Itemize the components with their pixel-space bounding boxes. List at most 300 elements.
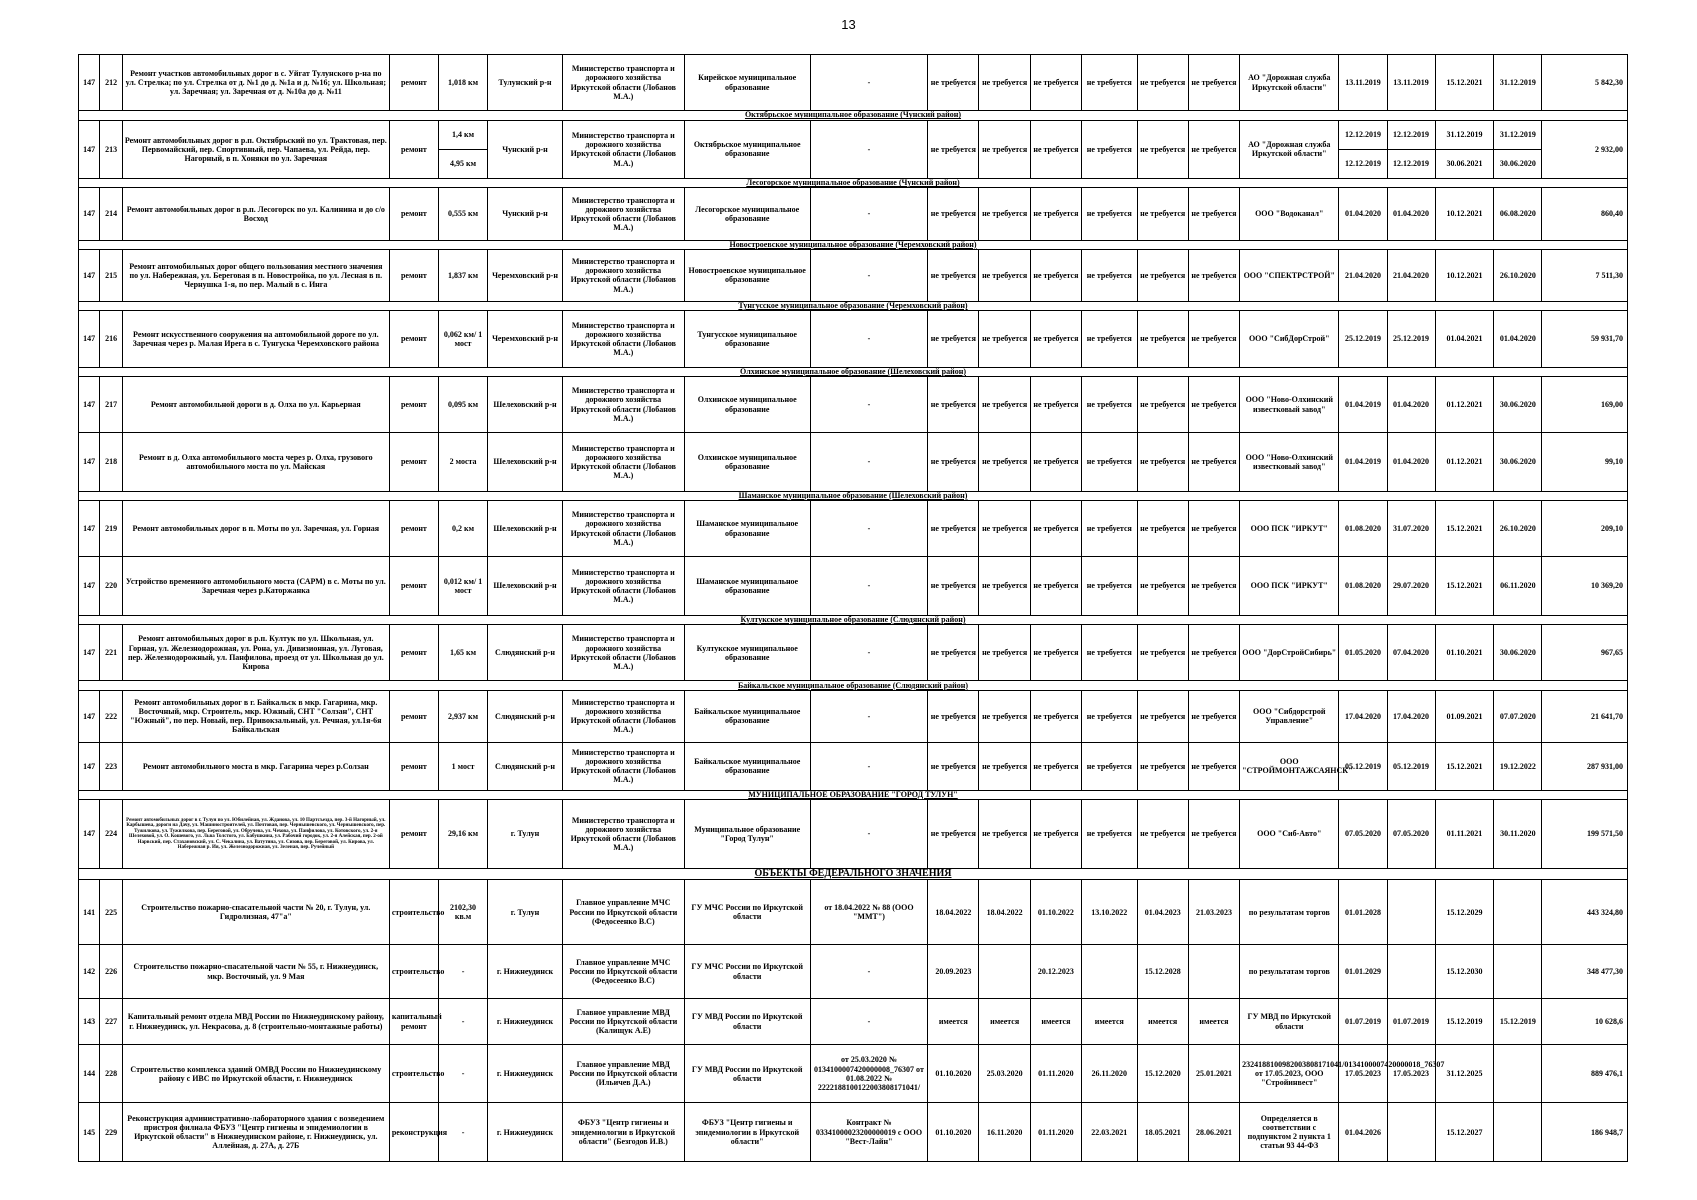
cell: ремонт	[389, 377, 438, 433]
cell: 219	[100, 501, 122, 557]
object-name: Реконструкция административно-лабораторного здания с возведением пристроя филиала ФБУЗ "Центр гигиены и эпидемиологии в Иркутской области" в Нижнеудинском районе, г. Нижнеудинск, ул. Аллейная, д. 27А, д. 27Б	[122, 1103, 389, 1162]
cell: Главное управление МВД России по Иркутской области (Калищук А.Е)	[562, 999, 684, 1045]
cell: Министерство транспорта и дорожного хозяйства Иркутской области (Лобанов М.А.)	[562, 433, 684, 491]
cell: 26.11.2020	[1082, 1045, 1138, 1103]
cell: Министерство транспорта и дорожного хозяйства Иркутской области (Лобанов М.А.)	[562, 120, 684, 178]
cell: г. Нижнеудинск	[488, 999, 563, 1045]
cell: 01.11.2021	[1435, 800, 1494, 869]
cell: 26.10.2020	[1494, 249, 1542, 301]
object-name: Ремонт автомобильной дороги в д. Олха по ул. Карьерная	[122, 377, 389, 433]
cell: 01.10.2020	[928, 1045, 979, 1103]
section-title: Октябрьское муниципальное образование (Чунский район)	[79, 111, 1628, 120]
cell: не требуется	[1188, 800, 1239, 869]
cell: не требуется	[1188, 625, 1239, 681]
cell: 1,837 км	[438, 249, 487, 301]
cell: строительство	[389, 944, 438, 998]
cell: не требуется	[979, 433, 1030, 491]
cell: -	[810, 800, 928, 869]
section-title: Новостроевское муниципальное образование (Черемховский район)	[79, 240, 1628, 249]
table-row	[79, 625, 1628, 681]
cell: 147	[79, 249, 100, 301]
amount: 7 511,30	[1542, 249, 1628, 301]
cell: 13.11.2019	[1339, 55, 1387, 111]
cell: не требуется	[1188, 433, 1239, 491]
cell: 147	[79, 55, 100, 111]
cell: 10.12.2021	[1435, 188, 1494, 240]
object-name: Ремонт автомобильных дорог в г. Байкальск в мкр. Гагарина, мкр. Восточный, мкр. Строитель, мкр. Южный, СНТ "Солзан", СНТ "Южный", по пер. Новый, пер. Привокзальный, ул. Речная, ул.1я-6я Байкальская	[122, 690, 389, 742]
cell: не требуется	[928, 120, 979, 178]
cell: не требуется	[1082, 120, 1138, 178]
cell: 2102,30 кв.м	[438, 880, 487, 945]
cell: 141	[79, 880, 100, 945]
contractor: АО "Дорожная служба Иркутской области"	[1240, 55, 1339, 111]
section-title: Байкальское муниципальное образование (Слюдянский район)	[79, 681, 1628, 690]
table-row	[79, 501, 1628, 557]
cell: 01.10.2022	[1030, 880, 1081, 945]
cell: ФБУЗ "Центр гигиены и эпидемиологии в Иркутской области"	[684, 1103, 810, 1162]
cell: 01.05.2020	[1339, 625, 1387, 681]
object-name: Ремонт в д. Олха автомобильного моста через р. Олха, грузового автомобильного моста по ул. Майская	[122, 433, 389, 491]
table-row	[79, 433, 1628, 491]
object-name: Строительство пожарно-спасательной части № 55, г. Нижнеудинск, мкр. Восточный, ул. 9 Мая	[122, 944, 389, 998]
cell: 31.12.2025	[1435, 1045, 1494, 1103]
cell: 30.06.2020	[1494, 149, 1541, 178]
section-row	[79, 790, 1628, 799]
cell: не требуется	[1030, 501, 1081, 557]
cell: не требуется	[1137, 625, 1188, 681]
cell: не требуется	[1082, 501, 1138, 557]
table-row	[79, 557, 1628, 615]
section-row	[79, 111, 1628, 120]
object-name: Ремонт автомобильных дорог в г. Тулун по ул. Юбилейная, ул. Жданова, ул. 10 Партсъезда, пер. 3-й Нагорный, ул. Карбышева, дороги на Дачу, ул. Машиностроителей, ул. Почтовая, пер. Чернышевского, ул. Чернышевского, пер. Тужилкова, ул. Тужилкова, пер. Береговой, ул. Обручева, ул. Чехова, ул. Панфилова, ул. Котовского, ул. 2-я Шелеховой, ул. О. Кошевого, ул. Льва Толстого, ул. Бабушкина, ул. Рабочий городок, ул. 2-я Алейская, пер. 2-ой Нарвский, пер. Стахановский, ул. С. Чекалина, ул. Ватутина, ул. Сизова, пер. Береговой, ул. Кирова, ул. Набережная р. Ия, ул. Железнодорожная, ул. Зеленая, пер. Ручейный	[122, 800, 389, 869]
cell: 225	[100, 880, 122, 945]
cell: 17.04.2020	[1339, 690, 1387, 742]
cell: 228	[100, 1045, 122, 1103]
cell: 07.07.2020	[1494, 690, 1542, 742]
cell: имеется	[1137, 999, 1188, 1045]
cell: строительство	[389, 1045, 438, 1103]
cell: не требуется	[1030, 55, 1081, 111]
cell: 26.10.2020	[1494, 501, 1542, 557]
cell: ФБУЗ "Центр гигиены и эпидемиологии в Иркутской области" (Безгодов И.В.)	[562, 1103, 684, 1162]
cell: не требуется	[1030, 625, 1081, 681]
amount: 10 628,6	[1542, 999, 1628, 1045]
cell: 17.05.2023	[1387, 1045, 1435, 1103]
cell: Главное управление МЧС России по Иркутской области (Федосеенко В.С)	[562, 944, 684, 998]
cell: Слюдянский р-н	[488, 690, 563, 742]
table-row	[79, 742, 1628, 790]
cell: не требуется	[1188, 557, 1239, 615]
section-row	[79, 367, 1628, 376]
cell: не требуется	[928, 377, 979, 433]
cell: 0,062 км/ 1 мост	[438, 311, 487, 367]
contractor: ООО "Водоканал"	[1240, 188, 1339, 240]
cell: 30.06.2020	[1494, 377, 1542, 433]
table-row	[79, 311, 1628, 367]
table-row	[79, 690, 1628, 742]
cell: Министерство транспорта и дорожного хозяйства Иркутской области (Лобанов М.А.)	[562, 188, 684, 240]
section-title: Олхинское муниципальное образование (Шелеховский район)	[79, 367, 1628, 376]
contractor: ООО "СПЕКТРСТРОЙ"	[1240, 249, 1339, 301]
page-number: 13	[841, 17, 856, 32]
cell: 2,937 км	[438, 690, 487, 742]
cell: -	[438, 944, 487, 998]
cell: имеется	[1082, 999, 1138, 1045]
cell: 01.10.2020	[928, 1103, 979, 1162]
contractor: по результатам торгов	[1240, 880, 1339, 945]
cell: г. Нижнеудинск	[488, 1103, 563, 1162]
cell: 145	[79, 1103, 100, 1162]
cell: 01.04.2023	[1137, 880, 1188, 945]
cell: 12.12.2019	[1339, 149, 1386, 178]
section-row	[79, 615, 1628, 624]
cell: не требуется	[1137, 55, 1188, 111]
cell: Лесогорское муниципальное образование	[684, 188, 810, 240]
contractor: ГУ МВД по Иркутской области	[1240, 999, 1339, 1045]
cell: 01.11.2020	[1030, 1045, 1081, 1103]
contractor: ООО ПСК "ИРКУТ"	[1240, 501, 1339, 557]
cell: Шелеховский р-н	[488, 557, 563, 615]
cell: 226	[100, 944, 122, 998]
cell: не требуется	[928, 55, 979, 111]
cell: строительство	[389, 880, 438, 945]
amount: 209,10	[1542, 501, 1628, 557]
cell: 147	[79, 188, 100, 240]
cell: ГУ МЧС России по Иркутской области	[684, 944, 810, 998]
cell: капитальный ремонт	[389, 999, 438, 1045]
cell: Тунгусское муниципальное образование	[684, 311, 810, 367]
cell: не требуется	[928, 249, 979, 301]
cell: 12.12.2019	[1393, 130, 1430, 140]
section-title: Лесогорское муниципальное образование (Чунский район)	[79, 179, 1628, 188]
cell: 222	[100, 690, 122, 742]
cell: 16.11.2020	[979, 1103, 1030, 1162]
cell: ремонт	[389, 690, 438, 742]
cell: 31.12.2019	[1446, 130, 1483, 140]
cell: -	[810, 999, 928, 1045]
table-row	[79, 188, 1628, 240]
cell: 147	[79, 120, 100, 178]
cell: 227	[100, 999, 122, 1045]
cell: не требуется	[1188, 690, 1239, 742]
cell: -	[810, 249, 928, 301]
cell: -	[810, 377, 928, 433]
table-row	[79, 249, 1628, 301]
cell: 15.12.2021	[1435, 501, 1494, 557]
cell: Чунский р-н	[488, 188, 563, 240]
cell: ремонт	[389, 311, 438, 367]
cell: 05.12.2019	[1387, 742, 1435, 790]
cell: ремонт	[389, 625, 438, 681]
cell: 17.04.2020	[1387, 690, 1435, 742]
contractor: ООО "Ново-Олхинский известковый завод"	[1240, 377, 1339, 433]
table-row	[79, 944, 1628, 998]
section-row	[79, 681, 1628, 690]
cell: 17.05.2023	[1339, 1045, 1387, 1103]
cell: 147	[79, 690, 100, 742]
cell: 07.05.2020	[1387, 800, 1435, 869]
cell: не требуется	[1137, 557, 1188, 615]
cell: -	[810, 944, 928, 998]
cell: не требуется	[979, 377, 1030, 433]
object-name: Ремонт автомобильных дорог в р.п. Култук по ул. Школьная, ул. Горная, ул. Железнодорожная, ул. Рона, ул. Дивизионная, ул. Луговая, пер. Железнодорожный, ул. Панфилова, проезд от ул. Школьная до ул. Кирова	[122, 625, 389, 681]
amount: 287 931,00	[1542, 742, 1628, 790]
register-table	[78, 54, 1628, 1162]
cell: ремонт	[389, 188, 438, 240]
cell: не требуется	[1030, 557, 1081, 615]
cell: не требуется	[1137, 800, 1188, 869]
cell: не требуется	[979, 800, 1030, 869]
cell: 31.07.2020	[1387, 501, 1435, 557]
cell: реконструкция	[389, 1103, 438, 1162]
cell: имеется	[979, 999, 1030, 1045]
cell: -	[810, 433, 928, 491]
cell: 01.07.2019	[1339, 999, 1387, 1045]
cell: 1,018 км	[438, 55, 487, 111]
cell: 31.12.2019	[1499, 130, 1536, 140]
cell	[979, 944, 1030, 998]
cell: 01.10.2021	[1435, 625, 1494, 681]
cell: 30.06.2020	[1494, 433, 1542, 491]
cell: 4,95 км	[439, 149, 487, 178]
cell: Шелеховский р-н	[488, 433, 563, 491]
cell: 215	[100, 249, 122, 301]
cell: 1 мост	[438, 742, 487, 790]
cell: 30.06.2021	[1436, 149, 1494, 178]
cell: Муниципальное образование "Город Тулун"	[684, 800, 810, 869]
object-name: Ремонт автомобильных дорог в п. Моты по ул. Заречная, ул. Горная	[122, 501, 389, 557]
cell: 147	[79, 501, 100, 557]
cell	[1494, 120, 1542, 178]
section-title: ОБЪЕКТЫ ФЕДЕРАЛЬНОГО ЗНАЧЕНИЯ	[79, 868, 1628, 879]
cell: 15.12.2021	[1435, 557, 1494, 615]
cell: 18.05.2021	[1137, 1103, 1188, 1162]
cell: ремонт	[389, 501, 438, 557]
cell: 15.12.2027	[1435, 1103, 1494, 1162]
cell: Байкальское муниципальное образование	[684, 742, 810, 790]
cell: не требуется	[1188, 501, 1239, 557]
cell: не требуется	[1082, 433, 1138, 491]
cell: не требуется	[1137, 249, 1188, 301]
section-title: Култукское муниципальное образование (Слюдянский район)	[79, 615, 1628, 624]
cell: не требуется	[1137, 188, 1188, 240]
cell: 01.04.2026	[1339, 1103, 1387, 1162]
cell: не требуется	[928, 501, 979, 557]
cell: не требуется	[979, 625, 1030, 681]
cell: 144	[79, 1045, 100, 1103]
section-title: МУНИЦИПАЛЬНОЕ ОБРАЗОВАНИЕ "ГОРОД ТУЛУН"	[79, 790, 1628, 799]
object-name: Строительство пожарно-спасательной части № 20, г. Тулун, ул. Гидролизная, 47"а"	[122, 880, 389, 945]
cell: Министерство транспорта и дорожного хозяйства Иркутской области (Лобанов М.А.)	[562, 55, 684, 111]
cell: 15.12.2021	[1435, 55, 1494, 111]
cell: Култукское муниципальное образование	[684, 625, 810, 681]
cell: 21.04.2020	[1339, 249, 1387, 301]
table-row	[79, 880, 1628, 945]
cell: 01.09.2021	[1435, 690, 1494, 742]
table-row	[79, 120, 1628, 178]
object-name: Ремонт участков автомобильных дорог в с. Уйгат Тулунского р-на по ул. Стрелка; по ул. Стрелка от д. №1 до д. №1а и д. №16; ул. Школьная; ул. Заречная; ул. Заречная от д. №10а до д. №11	[122, 55, 389, 111]
amount: 59 931,70	[1542, 311, 1628, 367]
cell: 01.04.2020	[1339, 188, 1387, 240]
cell: 13.11.2019	[1387, 55, 1435, 111]
amount: 199 571,50	[1542, 800, 1628, 869]
cell: 142	[79, 944, 100, 998]
amount: 967,65	[1542, 625, 1628, 681]
cell: не требуется	[979, 120, 1030, 178]
cell: 213	[100, 120, 122, 178]
contractor: ООО ПСК "ИРКУТ"	[1240, 557, 1339, 615]
cell: -	[810, 188, 928, 240]
cell: Министерство транспорта и дорожного хозяйства Иркутской области (Лобанов М.А.)	[562, 501, 684, 557]
contractor: ООО "Сибдорстрой Управление"	[1240, 690, 1339, 742]
cell: -	[810, 625, 928, 681]
cell: не требуется	[1082, 55, 1138, 111]
cell: ГУ МВД России по Иркутской области	[684, 1045, 810, 1103]
section-title: Тунгусское муниципальное образование (Черемховский район)	[79, 301, 1628, 310]
cell: 218	[100, 433, 122, 491]
amount: 5 842,30	[1542, 55, 1628, 111]
cell: 15.12.2021	[1435, 742, 1494, 790]
cell: 01.04.2021	[1435, 311, 1494, 367]
cell: ремонт	[389, 433, 438, 491]
cell: 15.12.2028	[1137, 944, 1188, 998]
cell: 0,012 км/ 1 мост	[438, 557, 487, 615]
cell: от 25.03.2020 № 0134100007420000008_76307 от 01.08.2022 № 2222188100122003808171041/	[810, 1045, 928, 1103]
cell: -	[810, 557, 928, 615]
cell: 01.04.2020	[1387, 377, 1435, 433]
section-row	[79, 301, 1628, 310]
cell: ремонт	[389, 249, 438, 301]
cell: не требуется	[1137, 742, 1188, 790]
cell: 147	[79, 311, 100, 367]
object-name: Ремонт автомобильного моста в мкр. Гагарина через р.Солзан	[122, 742, 389, 790]
cell	[1494, 1045, 1542, 1103]
amount: 169,00	[1542, 377, 1628, 433]
cell: не требуется	[928, 625, 979, 681]
cell: Шаманское муниципальное образование	[684, 557, 810, 615]
cell: не требуется	[979, 557, 1030, 615]
cell: Министерство транспорта и дорожного хозяйства Иркутской области (Лобанов М.А.)	[562, 800, 684, 869]
cell: не требуется	[1030, 433, 1081, 491]
cell: 18.04.2022	[979, 880, 1030, 945]
cell: Черемховский р-н	[488, 249, 563, 301]
cell: 01.01.2029	[1339, 944, 1387, 998]
cell: 06.08.2020	[1494, 188, 1542, 240]
cell: не требуется	[1137, 377, 1188, 433]
cell: не требуется	[1030, 742, 1081, 790]
cell: имеется	[1188, 999, 1239, 1045]
amount: 99,10	[1542, 433, 1628, 491]
cell: не требуется	[979, 690, 1030, 742]
cell: не требуется	[979, 249, 1030, 301]
cell: 18.04.2022	[928, 880, 979, 945]
cell: -	[810, 501, 928, 557]
cell: не требуется	[1188, 311, 1239, 367]
amount: 10 369,20	[1542, 557, 1628, 615]
cell: не требуется	[1188, 742, 1239, 790]
cell: 29,16 км	[438, 800, 487, 869]
cell: 29.07.2020	[1387, 557, 1435, 615]
cell: не требуется	[1082, 800, 1138, 869]
cell: 15.12.2029	[1435, 880, 1494, 945]
cell: не требуется	[1082, 188, 1138, 240]
amount: 889 476,1	[1542, 1045, 1628, 1103]
cell: имеется	[1030, 999, 1081, 1045]
cell: Олхинское муниципальное образование	[684, 433, 810, 491]
cell: 07.05.2020	[1339, 800, 1387, 869]
cell: ремонт	[389, 557, 438, 615]
cell: 143	[79, 999, 100, 1045]
cell: 28.06.2021	[1188, 1103, 1239, 1162]
cell: не требуется	[1082, 742, 1138, 790]
cell	[1494, 880, 1542, 945]
section-row	[79, 491, 1628, 500]
amount: 186 948,7	[1542, 1103, 1628, 1162]
cell: 25.12.2019	[1339, 311, 1387, 367]
cell: не требуется	[928, 311, 979, 367]
cell: 13.10.2022	[1082, 880, 1138, 945]
cell: 221	[100, 625, 122, 681]
cell	[1082, 944, 1138, 998]
cell: г. Тулун	[488, 880, 563, 945]
cell: Чунский р-н	[488, 120, 563, 178]
contractor: ООО "ДорСтройСибирь"	[1240, 625, 1339, 681]
contractor: ООО "Сиб-Авто"	[1240, 800, 1339, 869]
cell: Министерство транспорта и дорожного хозяйства Иркутской области (Лобанов М.А.)	[562, 249, 684, 301]
cell	[438, 120, 487, 178]
cell: имеется	[928, 999, 979, 1045]
section-row	[79, 179, 1628, 188]
object-name: Ремонт автомобильных дорог в р.п. Лесогорск по ул. Калинина и до с/о Восход	[122, 188, 389, 240]
cell: Главное управление МЧС России по Иркутской области (Федосеенко В.С)	[562, 880, 684, 945]
cell: 0,095 км	[438, 377, 487, 433]
cell: Байкальское муниципальное образование	[684, 690, 810, 742]
cell: Слюдянский р-н	[488, 625, 563, 681]
object-name: Ремонт искусственного сооружения на автомобильной дороге по ул. Заречная через р. Малая Ирега в с. Тунгуска Черемховского района	[122, 311, 389, 367]
cell: не требуется	[979, 188, 1030, 240]
cell: ГУ МВД России по Иркутской области	[684, 999, 810, 1045]
cell: г. Нижнеудинск	[488, 944, 563, 998]
cell: не требуется	[928, 690, 979, 742]
cell: не требуется	[1082, 690, 1138, 742]
cell: 147	[79, 742, 100, 790]
cell: 147	[79, 800, 100, 869]
cell: 147	[79, 625, 100, 681]
cell: не требуется	[1137, 311, 1188, 367]
object-name: Капитальный ремонт отдела МВД России по Нижнеудинскому району, г. Нижнеудинск, ул. Некрасова, д. 8 (строительно-монтажные работы)	[122, 999, 389, 1045]
cell: 147	[79, 377, 100, 433]
cell	[1494, 944, 1542, 998]
cell: Шелеховский р-н	[488, 501, 563, 557]
object-name: Устройство временного автомобильного моста (САРМ) в с. Моты по ул. Заречная через р.Каторжанка	[122, 557, 389, 615]
cell: Министерство транспорта и дорожного хозяйства Иркутской области (Лобанов М.А.)	[562, 557, 684, 615]
cell: не требуется	[979, 311, 1030, 367]
cell: 01.12.2021	[1435, 433, 1494, 491]
cell: 01.01.2028	[1339, 880, 1387, 945]
cell: от 18.04.2022 № 88 (ООО "ММТ")	[810, 880, 928, 945]
cell: не требуется	[928, 188, 979, 240]
cell: не требуется	[1030, 800, 1081, 869]
section-row	[79, 868, 1628, 879]
table-row	[79, 377, 1628, 433]
cell: 10.12.2021	[1435, 249, 1494, 301]
contractor: ООО "Ново-Олхинский известковый завод"	[1240, 433, 1339, 491]
cell: не требуется	[1188, 120, 1239, 178]
table-row	[79, 999, 1628, 1045]
object-name: Ремонт автомобильных дорог в р.п. Октябрьский по ул. Трактовая, пер. Первомайский, пер. Спортивный, пер. Чапаева, ул. Рейда, пер. Нагорный, в п. Хоняки по ул. Заречная	[122, 120, 389, 178]
cell: не требуется	[979, 501, 1030, 557]
cell: не требуется	[1137, 501, 1188, 557]
